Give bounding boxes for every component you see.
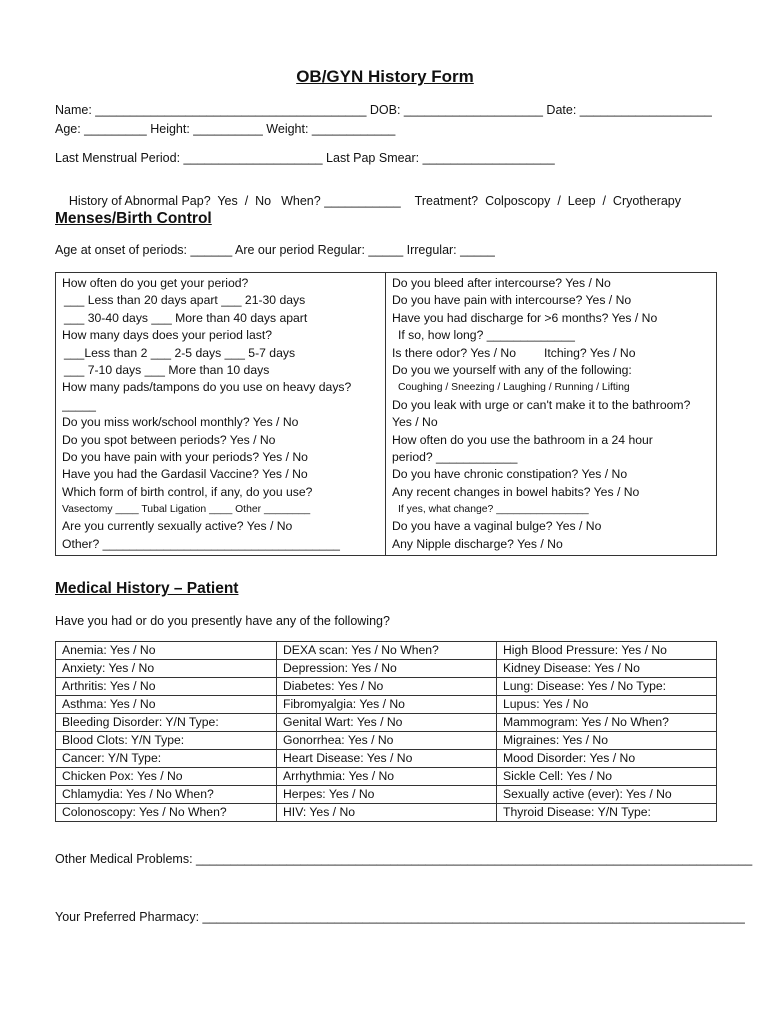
menses-left-item[interactable]: Have you had the Gardasil Vaccine? Yes / No xyxy=(62,467,308,482)
menses-right-item[interactable]: Do you have pain with intercourse? Yes / No xyxy=(392,293,632,308)
menses-right-item[interactable]: Do you have a vaginal bulge? Yes / No xyxy=(392,519,602,534)
medical-condition-cell[interactable]: Cancer: Y/N Type: xyxy=(56,750,277,768)
medical-condition-cell[interactable]: Colonoscopy: Yes / No When? xyxy=(56,804,277,822)
medical-history-row xyxy=(56,804,717,822)
menses-right-item[interactable]: Do you leak with urge or can't make it to the bathroom? xyxy=(392,397,691,412)
menses-right-item[interactable]: Yes / No xyxy=(392,415,438,430)
medical-condition-cell[interactable]: Kidney Disease: Yes / No xyxy=(497,660,717,678)
abnormal-pap-treatment[interactable]: Treatment? Colposcopy / Leep / Cryotherapy xyxy=(414,194,682,208)
preferred-pharmacy-line[interactable]: Your Preferred Pharmacy: ______________________________________________________________________________ xyxy=(55,910,745,924)
medical-condition-cell[interactable]: Fibromyalgia: Yes / No xyxy=(277,696,497,714)
medical-condition-cell[interactable]: Heart Disease: Yes / No xyxy=(277,750,497,768)
medical-condition-cell[interactable]: Mood Disorder: Yes / No xyxy=(497,750,717,768)
itching-question[interactable]: Itching? Yes / No xyxy=(544,345,636,360)
medical-history-row xyxy=(56,696,717,714)
menses-right-item[interactable]: period? ____________ xyxy=(392,449,518,464)
medical-condition-cell[interactable]: Genital Wart: Yes / No xyxy=(277,714,497,732)
medical-condition-cell[interactable]: Anemia: Yes / No xyxy=(56,642,277,660)
lmp-pap-line[interactable]: Last Menstrual Period: ____________________ Last Pap Smear: ___________________ xyxy=(55,151,555,165)
odor-itching-row xyxy=(392,345,710,362)
medical-condition-cell[interactable]: DEXA scan: Yes / No When? xyxy=(277,642,497,660)
menses-right-item[interactable]: Do you have chronic constipation? Yes / No xyxy=(392,467,628,482)
menses-right-item[interactable]: Any Nipple discharge? Yes / No xyxy=(392,536,563,551)
menses-right-item[interactable]: If so, how long? _____________ xyxy=(398,328,575,343)
onset-line[interactable]: Age at onset of periods: ______ Are our period Regular: _____ Irregular: _____ xyxy=(55,243,495,257)
menses-right-item[interactable]: If yes, what change? ________________ xyxy=(398,504,589,516)
medical-condition-cell[interactable]: Depression: Yes / No xyxy=(277,660,497,678)
medical-condition-cell[interactable]: Chlamydia: Yes / No When? xyxy=(56,786,277,804)
medical-history-row xyxy=(56,660,717,678)
medical-history-row xyxy=(56,786,717,804)
menses-right-item[interactable]: Coughing / Sneezing / Laughing / Running / Lifting xyxy=(398,382,630,394)
medical-condition-cell[interactable]: Herpes: Yes / No xyxy=(277,786,497,804)
menses-left-item[interactable]: How many days does your period last? xyxy=(62,328,273,343)
medical-history-intro: Have you had or do you presently have any of the following? xyxy=(55,614,390,628)
menses-right-item[interactable]: Do you we yourself with any of the following: xyxy=(392,362,632,377)
medical-condition-cell[interactable]: Mammogram: Yes / No When? xyxy=(497,714,717,732)
medical-history-row xyxy=(56,750,717,768)
menses-left-item[interactable]: ___ 7-10 days ___ More than 10 days xyxy=(64,362,270,377)
medical-condition-cell[interactable]: Lung: Disease: Yes / No Type: xyxy=(497,678,717,696)
medical-history-heading: Medical History – Patient xyxy=(55,580,239,597)
menses-right-item[interactable]: Any recent changes in bowel habits? Yes / No xyxy=(392,484,640,499)
menses-right-item[interactable]: Do you bleed after intercourse? Yes / No xyxy=(392,276,611,290)
medical-condition-cell[interactable]: Migraines: Yes / No xyxy=(497,732,717,750)
medical-history-table xyxy=(55,641,717,822)
age-height-weight-line[interactable]: Age: _________ Height: __________ Weight: ____________ xyxy=(55,122,396,136)
medical-condition-cell[interactable]: Asthma: Yes / No xyxy=(56,696,277,714)
menses-left-item[interactable]: Are you currently sexually active? Yes / No xyxy=(62,519,293,534)
medical-history-row xyxy=(56,732,717,750)
medical-condition-cell[interactable]: Anxiety: Yes / No xyxy=(56,660,277,678)
medical-condition-cell[interactable]: Bleeding Disorder: Y/N Type: xyxy=(56,714,277,732)
medical-condition-cell[interactable]: Blood Clots: Y/N Type: xyxy=(56,732,277,750)
menses-right-column xyxy=(386,273,717,556)
menses-left-item[interactable]: Do you miss work/school monthly? Yes / No xyxy=(62,415,299,430)
medical-condition-cell[interactable]: Chicken Pox: Yes / No xyxy=(56,768,277,786)
menses-left-item[interactable]: ___Less than 2 ___ 2-5 days ___ 5-7 days xyxy=(64,345,296,360)
menses-left-item[interactable]: Do you spot between periods? Yes / No xyxy=(62,432,276,447)
menses-left-item[interactable]: How many pads/tampons do you use on heavy days? xyxy=(62,380,352,395)
medical-condition-cell[interactable]: Arthritis: Yes / No xyxy=(56,678,277,696)
medical-history-row xyxy=(56,714,717,732)
medical-history-row xyxy=(56,678,717,696)
menses-question-table xyxy=(55,272,717,556)
medical-history-row xyxy=(56,642,717,660)
medical-condition-cell[interactable]: Thyroid Disease: Y/N Type: xyxy=(497,804,717,822)
menses-left-item[interactable]: Vasectomy ____ Tubal Ligation ____ Other ________ xyxy=(62,504,311,516)
medical-condition-cell[interactable]: Gonorrhea: Yes / No xyxy=(277,732,497,750)
menses-left-item[interactable]: Other? ___________________________________ xyxy=(62,536,340,551)
abnormal-pap-when[interactable]: When? ___________ xyxy=(281,194,401,208)
menses-left-item[interactable]: ___ Less than 20 days apart ___ 21-30 days xyxy=(64,293,306,308)
medical-history-row xyxy=(56,768,717,786)
name-dob-date-line[interactable]: Name: _______________________________________ DOB: ____________________ Date: ___________________ xyxy=(55,103,712,117)
menses-right-item[interactable]: Have you had discharge for >6 months? Yes / No xyxy=(392,310,658,325)
menses-left-item[interactable]: How often do you get your period? xyxy=(62,276,249,290)
form-title: OB/GYN History Form xyxy=(296,67,474,86)
menses-left-column xyxy=(56,273,386,556)
medical-condition-cell[interactable]: Diabetes: Yes / No xyxy=(277,678,497,696)
odor-question[interactable]: Is there odor? Yes / No xyxy=(392,345,516,360)
menses-left-item[interactable]: _____ xyxy=(62,397,96,412)
menses-left-item[interactable]: Which form of birth control, if any, do you use? xyxy=(62,484,313,499)
medical-condition-cell[interactable]: Sexually active (ever): Yes / No xyxy=(497,786,717,804)
other-medical-problems-line[interactable]: Other Medical Problems: ________________________________________________________________________________ xyxy=(55,852,753,866)
menses-heading: Menses/Birth Control xyxy=(55,210,212,227)
medical-condition-cell[interactable]: High Blood Pressure: Yes / No xyxy=(497,642,717,660)
medical-condition-cell[interactable]: Lupus: Yes / No xyxy=(497,696,717,714)
medical-condition-cell[interactable]: Arrhythmia: Yes / No xyxy=(277,768,497,786)
menses-left-item[interactable]: Do you have pain with your periods? Yes / No xyxy=(62,449,308,464)
medical-condition-cell[interactable]: Sickle Cell: Yes / No xyxy=(497,768,717,786)
medical-condition-cell[interactable]: HIV: Yes / No xyxy=(277,804,497,822)
menses-left-item[interactable]: ___ 30-40 days ___ More than 40 days apart xyxy=(64,310,308,325)
menses-right-item[interactable]: How often do you use the bathroom in a 24 hour xyxy=(392,432,653,447)
abnormal-pap-question[interactable]: History of Abnormal Pap? Yes / No xyxy=(68,194,272,208)
